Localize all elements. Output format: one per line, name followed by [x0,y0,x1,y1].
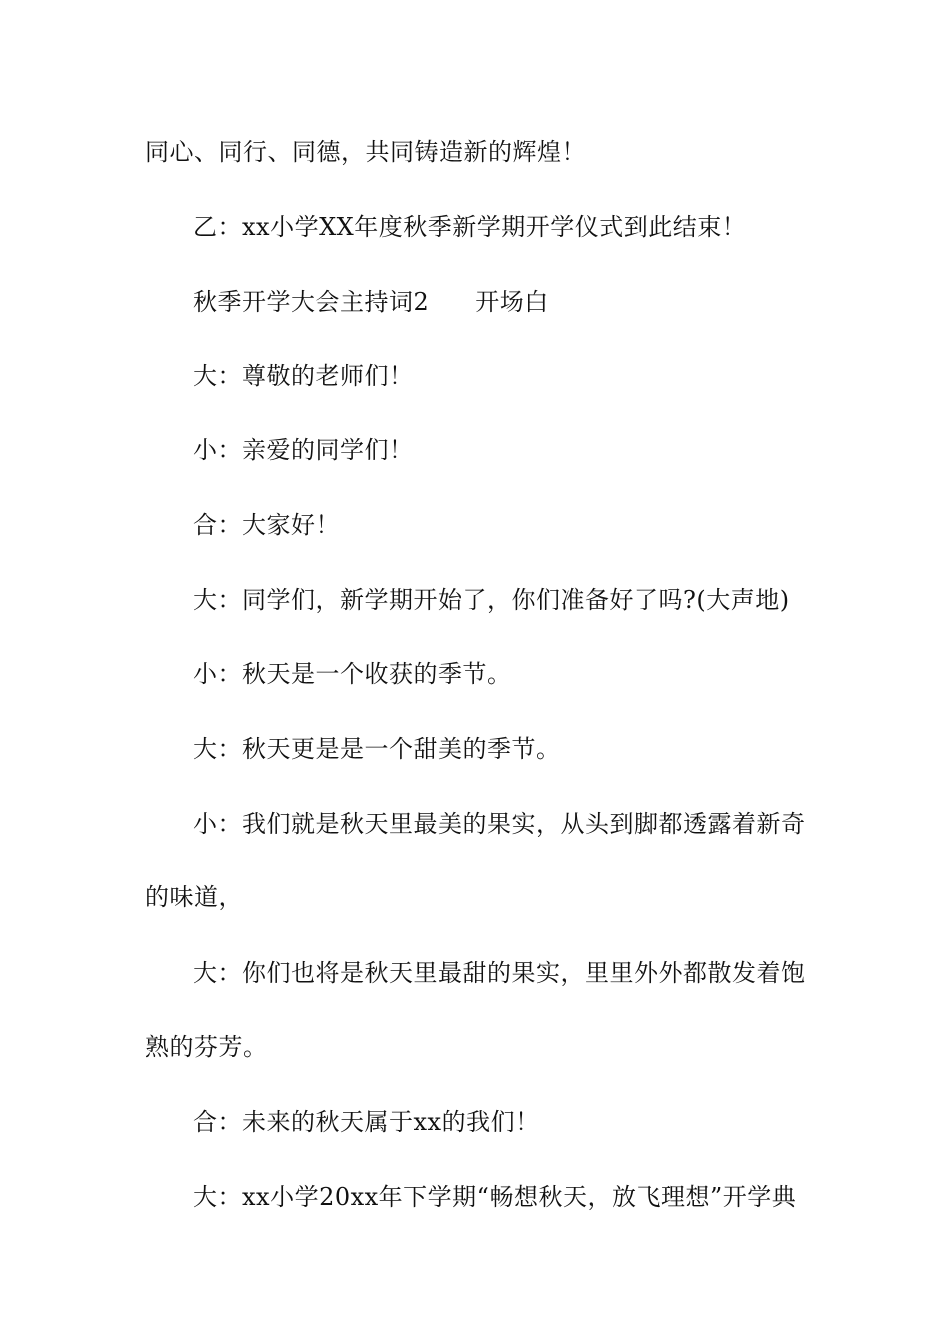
line-text: 小：亲爱的同学们！ [193,436,414,464]
paragraph-line [0,1031,950,1063]
paragraph-line [0,1106,950,1138]
heading-title: 秋季开学大会主持词2 [193,288,430,316]
line-text: 乙：xx小学XX年度秋季新学期开学仪式到此结束！ [193,213,747,241]
line-text: 大：尊敬的老师们！ [193,362,414,390]
line-text: 合：大家好！ [193,511,340,539]
line-text: 大：你们也将是秋天里最甜的果实，里里外外都散发着饱 [193,959,806,987]
paragraph-line [0,211,950,243]
line-text: 大：秋天更是是一个甜美的季节。 [193,735,561,763]
paragraph-line [0,957,950,989]
paragraph-line [0,434,950,466]
paragraph-line [0,808,950,840]
paragraph-line [0,1181,950,1213]
paragraph-line [0,733,950,765]
line-text: 同心、同行、同德，共同铸造新的辉煌！ [145,138,586,166]
line-text: 小：秋天是一个收获的季节。 [193,660,512,688]
line-text: 熟的芬芳。 [145,1033,268,1061]
paragraph-line [0,136,950,168]
heading-subtitle: 开场白 [475,288,549,316]
line-text: 小：我们就是秋天里最美的果实，从头到脚都透露着新奇 [193,810,806,838]
section-heading [0,286,950,318]
line-text: 的味道， [145,883,243,911]
paragraph-line [0,881,950,913]
line-text: 合：未来的秋天属于xx的我们！ [193,1108,540,1136]
paragraph-line [0,360,950,392]
paragraph-line [0,658,950,690]
paragraph-line [0,509,950,541]
line-text: 大：同学们，新学期开始了，你们准备好了吗?(大声地) [193,586,790,614]
line-text: 大：xx小学20xx年下学期“畅想秋天，放飞理想”开学典 [193,1183,797,1211]
paragraph-line [0,584,950,616]
